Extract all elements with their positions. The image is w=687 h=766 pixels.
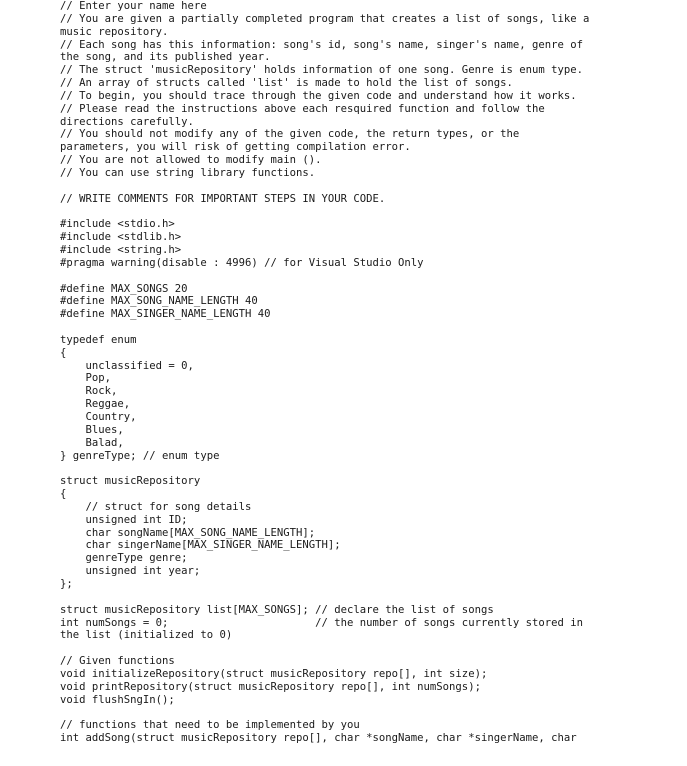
code-line: char songName[MAX_SONG_NAME_LENGTH]; [60,526,316,539]
code-line: // An array of structs called 'list' is made to hold the list of songs. [60,77,513,90]
code-line: // You are given a partially completed program that creates a list of songs, like a [60,12,590,25]
code-line: Blues, [60,423,124,436]
blank-line [60,270,680,283]
code-line: // To begin, you should trace through the given code and understand how it works. [60,89,577,102]
code-line: struct musicRepository [60,475,201,488]
code-line: the song, and its published year. [60,51,271,64]
code-line: // You should not modify any of the given code, the return types, or the [60,128,520,141]
code-line: #define MAX_SONG_NAME_LENGTH 40 [60,295,258,308]
code-line: // WRITE COMMENTS FOR IMPORTANT STEPS IN YOUR CODE. [60,192,386,205]
code-line: char singerName[MAX_SINGER_NAME_LENGTH]; [60,539,341,552]
code-line: // struct for song details [60,500,252,513]
code-line: void printRepository(struct musicRepository repo[], int numSongs); [60,680,481,693]
blank-line [60,462,680,475]
code-line: #define MAX_SINGER_NAME_LENGTH 40 [60,308,271,321]
code-line: parameters, you will risk of getting compilation error. [60,141,411,154]
code-line: Rock, [60,385,118,398]
code-line: // You are not allowed to modify main (). [60,154,322,167]
code-line: directions carefully. [60,115,194,128]
code-line: }; [60,577,73,590]
code-line: // Each song has this information: song's id, song's name, singer's name, genre of [60,38,583,51]
code-line: { [60,346,67,359]
code-line: { [60,488,67,501]
code-listing [60,0,680,745]
code-line: #include <string.h> [60,244,182,257]
blank-line [60,180,680,193]
code-line: the list (initialized to 0) [60,629,233,642]
blank-line [60,706,680,719]
code-line: void initializeRepository(struct musicRepository repo[], int size); [60,667,488,680]
code-line: Pop, [60,372,112,385]
code-line: } genreType; // enum type [60,449,220,462]
blank-line [60,321,680,334]
code-line: Balad, [60,436,124,449]
code-line: int numSongs = 0; // the number of songs currently stored in [60,616,583,629]
code-line: // Given functions [60,655,175,668]
code-line: unsigned int year; [60,565,201,578]
code-line: #define MAX_SONGS 20 [60,282,188,295]
code-line: #include <stdlib.h> [60,231,182,244]
code-line: music repository. [60,25,169,38]
code-line: genreType genre; [60,552,188,565]
code-line: Country, [60,411,137,423]
code-line: Reggae, [60,398,131,411]
code-line: unsigned int ID; [60,513,188,526]
code-line: unclassified = 0, [60,359,194,372]
code-line: struct musicRepository list[MAX_SONGS]; // declare the list of songs [60,603,494,616]
blank-line [60,206,680,219]
blank-line [60,642,680,655]
code-line: typedef enum [60,333,137,346]
code-line: #include <stdio.h> [60,218,175,231]
code-line: int addSong(struct musicRepository repo[], char *songName, char *singerName, char [60,732,577,745]
code-line: #pragma warning(disable : 4996) // for Visual Studio Only [60,256,424,269]
code-line: // functions that need to be implemented by you [60,719,360,732]
code-line: // You can use string library functions. [60,166,316,179]
code-line: void flushSngIn(); [60,693,175,706]
code-line: // The struct 'musicRepository' holds information of one song. Genre is enum type. [60,64,583,77]
code-line: // Please read the instructions above each resquired function and follow the [60,102,545,115]
blank-line [60,591,680,604]
code-line: // Enter your name here [60,0,207,12]
